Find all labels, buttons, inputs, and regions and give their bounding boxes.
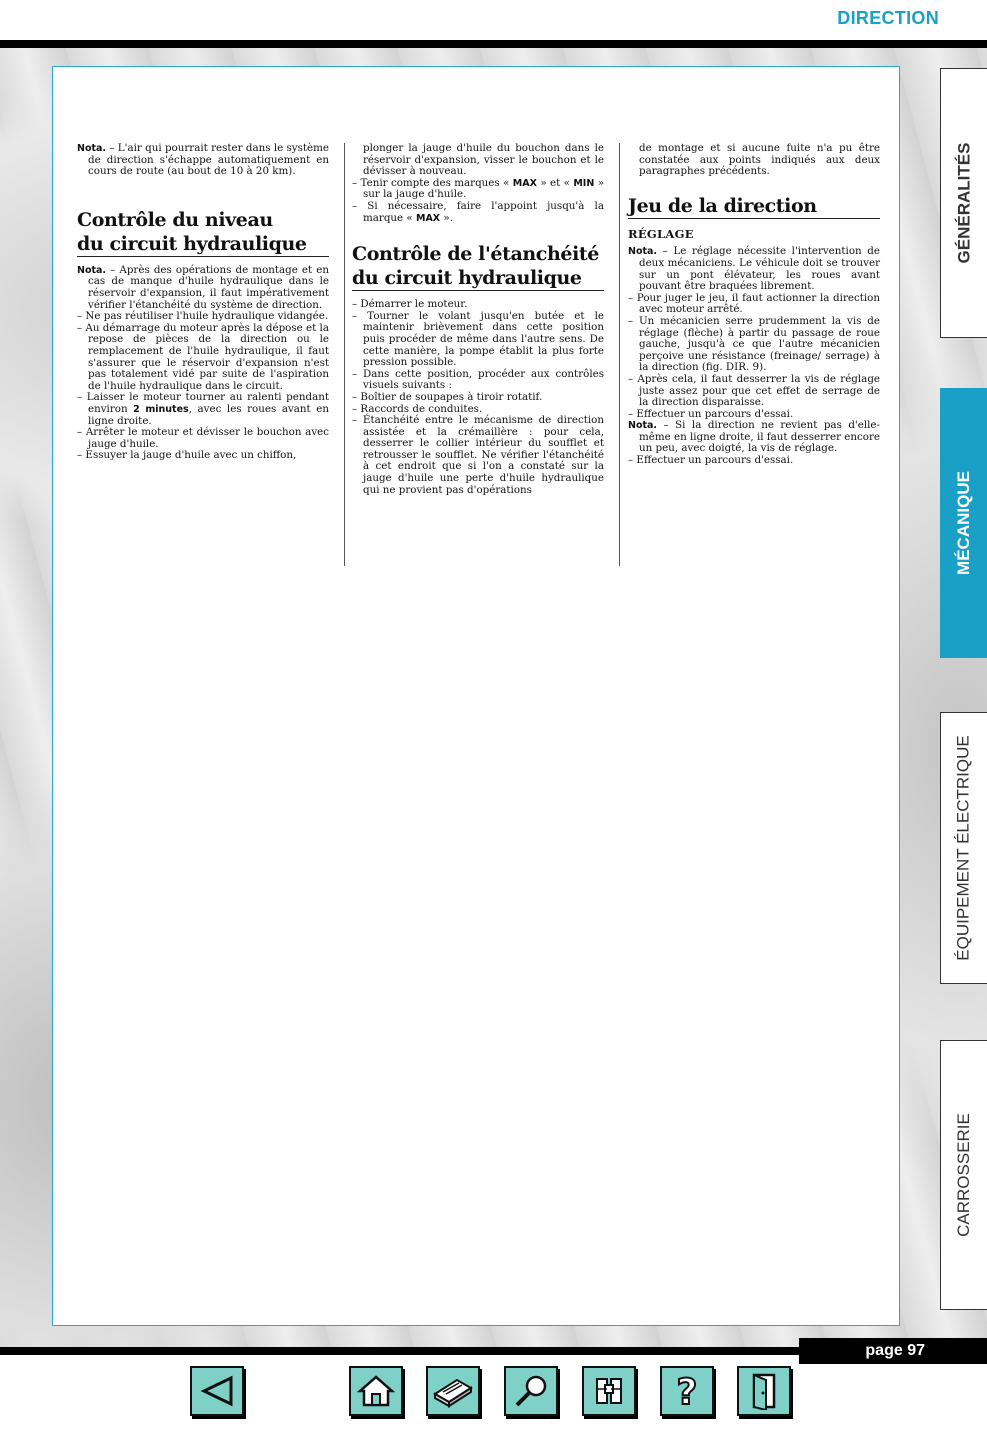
list-item: – Effectuer un parcours d'essai. [628, 407, 794, 420]
exit-button[interactable] [737, 1366, 791, 1416]
page-number-text: page 97 [865, 1342, 925, 1359]
note-paragraph [628, 246, 880, 292]
list-item-text: » et « [536, 176, 574, 189]
section-title: DIRECTION [837, 8, 939, 28]
list-item-text: – Tenir compte des marques « [352, 176, 513, 189]
text-column-1 [77, 143, 329, 462]
text-column-2 [352, 143, 604, 496]
note-paragraph [77, 265, 329, 311]
home-icon [357, 1374, 395, 1408]
top-rule [0, 40, 987, 48]
list-item [77, 392, 329, 427]
tab-mecanique[interactable] [940, 388, 987, 658]
list-item-text: – Si nécessaire, faire l'appoint jusqu'à la marque « [352, 199, 604, 224]
emphasis-text: 2 minutes [133, 403, 189, 415]
note-text: – Après des opérations de montage et en cas de manque d'huile hydraulique dans le réservoir d'expansion, il faut impérativement vérifier l'étanchéité du système de direction. [88, 263, 329, 311]
list-item: – Étanchéité entre le mécanisme de direction assistée et la crémaillère : pour cela, desserrer le collier intérieur du soufflet et retrousser le soufflet. Ne vérifier l'étanchéité à cet endroit que si l'on a constaté sur la jauge d'huile une perte d'huile hydraulique qui ne provient pas d'opérations [352, 414, 604, 496]
note-paragraph [628, 420, 880, 455]
exit-icon [748, 1372, 780, 1410]
list-item: – Au démarrage du moteur après la dépose et la repose de pièces de la direction ou le remplacement de l'huile hydraulique, il faut s'assurer que le réservoir d'expansion n'est pas totalement vidé par suite de l'aspiration de l'huile hydraulique dans le circuit. [77, 321, 329, 392]
tab-label: ÉQUIPEMENT ÉLECTRIQUE [954, 735, 974, 961]
list-item: – Tourner le volant jusqu'en butée et le maintenir brièvement dans cette position puis procéder de même dans l'autre sens. De cette manière, la pompe établit la plus forte pression possible. [352, 309, 604, 369]
list-item-text: ». [440, 211, 453, 224]
emphasis-text: MIN [573, 177, 595, 189]
list-item: – Démarrer le moteur. [352, 298, 468, 311]
subheading: RÉGLAGE [628, 226, 694, 241]
list-item: – Effectuer un parcours d'essai. [628, 454, 794, 467]
section-heading [352, 242, 604, 291]
note-text: – Le réglage nécessite l'intervention de deux mécaniciens. Le véhicule doit se trouver sur un pont élévateur, les roues avant pouvant être braquées librement. [639, 245, 880, 293]
bottom-rule [0, 1347, 800, 1355]
find-icon [591, 1373, 627, 1409]
section-heading: Jeu de la direction [628, 194, 880, 219]
page-number [799, 1338, 987, 1364]
back-arrow-icon [199, 1375, 235, 1407]
tab-label: MÉCANIQUE [954, 471, 973, 575]
tab-generalites[interactable] [940, 68, 987, 338]
search-button[interactable] [504, 1366, 558, 1416]
list-item: – Pour juger le jeu, il faut actionner la direction avec moteur arrêté. [628, 291, 880, 316]
heading-line: Contrôle du niveau [77, 208, 273, 231]
note-label: Nota. [628, 246, 658, 258]
note-text: – L'air qui pourrait rester dans le système de direction s'échappe automatiquement en cours de route (au bout de 10 à 20 km). [88, 142, 329, 178]
print-icon [431, 1374, 475, 1408]
tab-equipement-electrique[interactable] [940, 712, 987, 984]
list-item [352, 178, 604, 201]
paragraph: plonger la jauge d'huile du bouchon dans le réservoir d'expansion, visser le bouchon et le dévisser à nouveau. [363, 142, 604, 178]
list-item: – Après cela, il faut desserrer la vis de réglage juste assez pour que cet effet de serrage de la direction disparaisse. [628, 372, 880, 409]
note-label: Nota. [77, 143, 107, 154]
list-item: – Dans cette position, procéder aux contrôles visuels suivants : [352, 367, 604, 392]
list-item: – Arrêter le moteur et dévisser le bouchon avec jauge d'huile. [77, 426, 329, 450]
note-text: – Si la direction ne revient pas d'elle-même en ligne droite, il faut desserrer encore un peu, avec doigté, la vis de réglage. [639, 419, 880, 455]
tab-label: CARROSSERIE [954, 1113, 973, 1237]
column-divider [619, 143, 620, 566]
print-button[interactable] [426, 1366, 480, 1416]
heading-line: du circuit hydraulique [77, 232, 307, 255]
emphasis-text: MAX [416, 212, 441, 224]
tab-carrosserie[interactable] [940, 1040, 987, 1310]
home-button[interactable] [349, 1366, 403, 1416]
find-button[interactable] [582, 1366, 636, 1416]
svg-text:?: ? [676, 1372, 698, 1411]
list-item: – Raccords de conduites. [352, 402, 483, 415]
list-item-text: , avec les roues avant en ligne droite. [88, 402, 329, 427]
list-item-text: » sur la jauge d'huile. [363, 176, 604, 201]
text-column-3 [628, 143, 880, 467]
paragraph: de montage et si aucune fuite n'a pu être constatée aux points indiqués aux deux paragraphes précédents. [639, 142, 880, 178]
list-item: – Un mécanicien serre prudemment la vis de réglage (flèche) à partir du passage de roue gauche, jusqu'à ce que l'autre mécanicien perçoive une résistance (freinage/ serrage) à la direction (fig. DIR. 9). [628, 314, 880, 374]
search-icon [511, 1373, 551, 1409]
column-divider [344, 143, 345, 566]
tab-label: GÉNÉRALITÉS [954, 142, 973, 264]
heading-line: du circuit hydraulique [352, 267, 582, 290]
note-label: Nota. [77, 264, 107, 276]
list-item: – Essuyer la jauge d'huile avec un chiffon, [77, 449, 297, 462]
list-item-text: – Laisser le moteur tourner au ralenti pendant environ [77, 391, 329, 415]
back-button[interactable] [190, 1366, 244, 1416]
list-item: – Ne pas réutiliser l'huile hydraulique vidangée. [77, 310, 329, 323]
list-item: – Boîtier de soupapes à tiroir rotatif. [352, 390, 543, 403]
note-label: Nota. [628, 420, 658, 432]
section-heading [77, 208, 329, 257]
help-icon [670, 1371, 704, 1411]
help-button[interactable] [660, 1366, 714, 1416]
note-paragraph [77, 143, 329, 178]
heading-line: Contrôle de l'étanchéité [352, 243, 599, 266]
emphasis-text: MAX [512, 177, 537, 189]
list-item [352, 201, 604, 224]
